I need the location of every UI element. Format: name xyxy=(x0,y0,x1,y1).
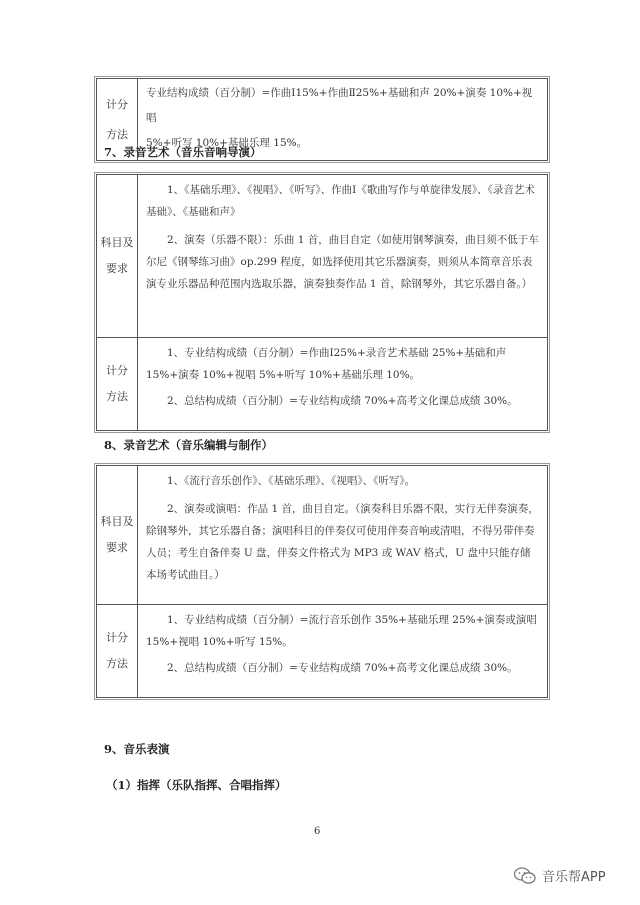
subjects-paragraph: 1、《流行音乐创作》、《基础乐理》、《视唱》、《听写》。 xyxy=(167,475,416,487)
label-line: 计分 xyxy=(106,631,128,644)
row-label xyxy=(97,605,138,697)
section-7-heading: 7、录音艺术（音乐音响导演） xyxy=(104,145,262,159)
row-content xyxy=(138,605,547,697)
section-8-table xyxy=(96,465,548,698)
score-paragraph: 1、专业结构成绩（百分制）=作曲Ⅰ25%+录音艺术基础 25%+基础和声 15%+演奏 10%+视唱 5%+听写 10%+基础乐理 10%。 xyxy=(146,347,507,381)
subjects-row xyxy=(97,466,547,604)
score-row xyxy=(97,337,547,430)
score-paragraph: 2、总结构成绩（百分制）=专业结构成绩 70%+高考文化课总成绩 30%。 xyxy=(167,662,518,674)
score-row xyxy=(97,604,547,697)
label-line: 要求 xyxy=(106,262,128,275)
row-content xyxy=(138,175,547,337)
wechat-icon xyxy=(514,867,536,885)
watermark xyxy=(514,866,606,885)
row-content xyxy=(138,338,547,430)
section-9-subheading: （1）指挥（乐队指挥、合唱指挥） xyxy=(106,778,287,792)
label-line: 科目及 xyxy=(100,515,134,528)
section-7-table xyxy=(96,174,548,431)
subjects-paragraph: 2、演奏或演唱：作品 1 首，曲目自定。（演奏科目乐器不限，实行无伴奏演奏，除钢琴外，其它乐器自备；演唱科目的伴奏仅可使用伴奏音响或清唱，不得另带伴奏人员；考生自备伴奏 U 盘，伴奏文件格式为 MP3 或 WAV 格式，U 盘中只能存储本场考试曲目。） xyxy=(146,503,539,581)
label-line: 方法 xyxy=(106,390,128,403)
label-line: 要求 xyxy=(106,541,128,554)
score-paragraph: 1、专业结构成绩（百分制）=流行音乐创作 35%+基础乐理 25%+演奏或演唱 15%+视唱 10%+听写 15%。 xyxy=(146,614,537,648)
row-label xyxy=(97,466,138,604)
label-line: 科目及 xyxy=(100,236,134,249)
subjects-paragraph: 2、演奏（乐器不限）：乐曲 1 首，曲目自定（如使用钢琴演奏，曲目须不低于车尔尼《钢琴练习曲》op.299 程度，如选择使用其它乐器演奏，则须从本简章音乐表演专业乐器品种范围内选取乐器，演奏独奏作品 1 首，除钢琴外，其它乐器自备。） xyxy=(146,234,539,290)
row-label xyxy=(97,175,138,337)
label-line: 方法 xyxy=(106,127,128,141)
section-9-heading: 9、音乐表演 xyxy=(104,742,170,756)
content-line: 专业结构成绩（百分制）=作曲Ⅰ15%+作曲Ⅱ25%+基础和声 20%+演奏 10%+视唱 xyxy=(146,87,533,124)
section-8-heading: 8、录音艺术（音乐编辑与制作） xyxy=(104,438,273,452)
subjects-paragraph: 1、《基础乐理》、《视唱》、《听写》、作曲Ⅰ《歌曲写作与单旋律发展》、《录音艺术基础》、《基础和声》 xyxy=(146,184,535,218)
content-line: 5%+听写 10%+基础乐理 15%。 xyxy=(146,137,308,149)
label-line: 计分 xyxy=(106,364,128,377)
page-number: 6 xyxy=(314,826,321,837)
label-line: 计分 xyxy=(106,97,128,111)
label-line: 方法 xyxy=(106,657,128,670)
watermark-text: 音乐帮APP xyxy=(542,870,606,885)
score-paragraph: 2、总结构成绩（百分制）=专业结构成绩 70%+高考文化课总成绩 30%。 xyxy=(167,395,518,407)
row-label xyxy=(97,338,138,430)
subjects-row xyxy=(97,175,547,337)
row-content xyxy=(138,466,547,604)
